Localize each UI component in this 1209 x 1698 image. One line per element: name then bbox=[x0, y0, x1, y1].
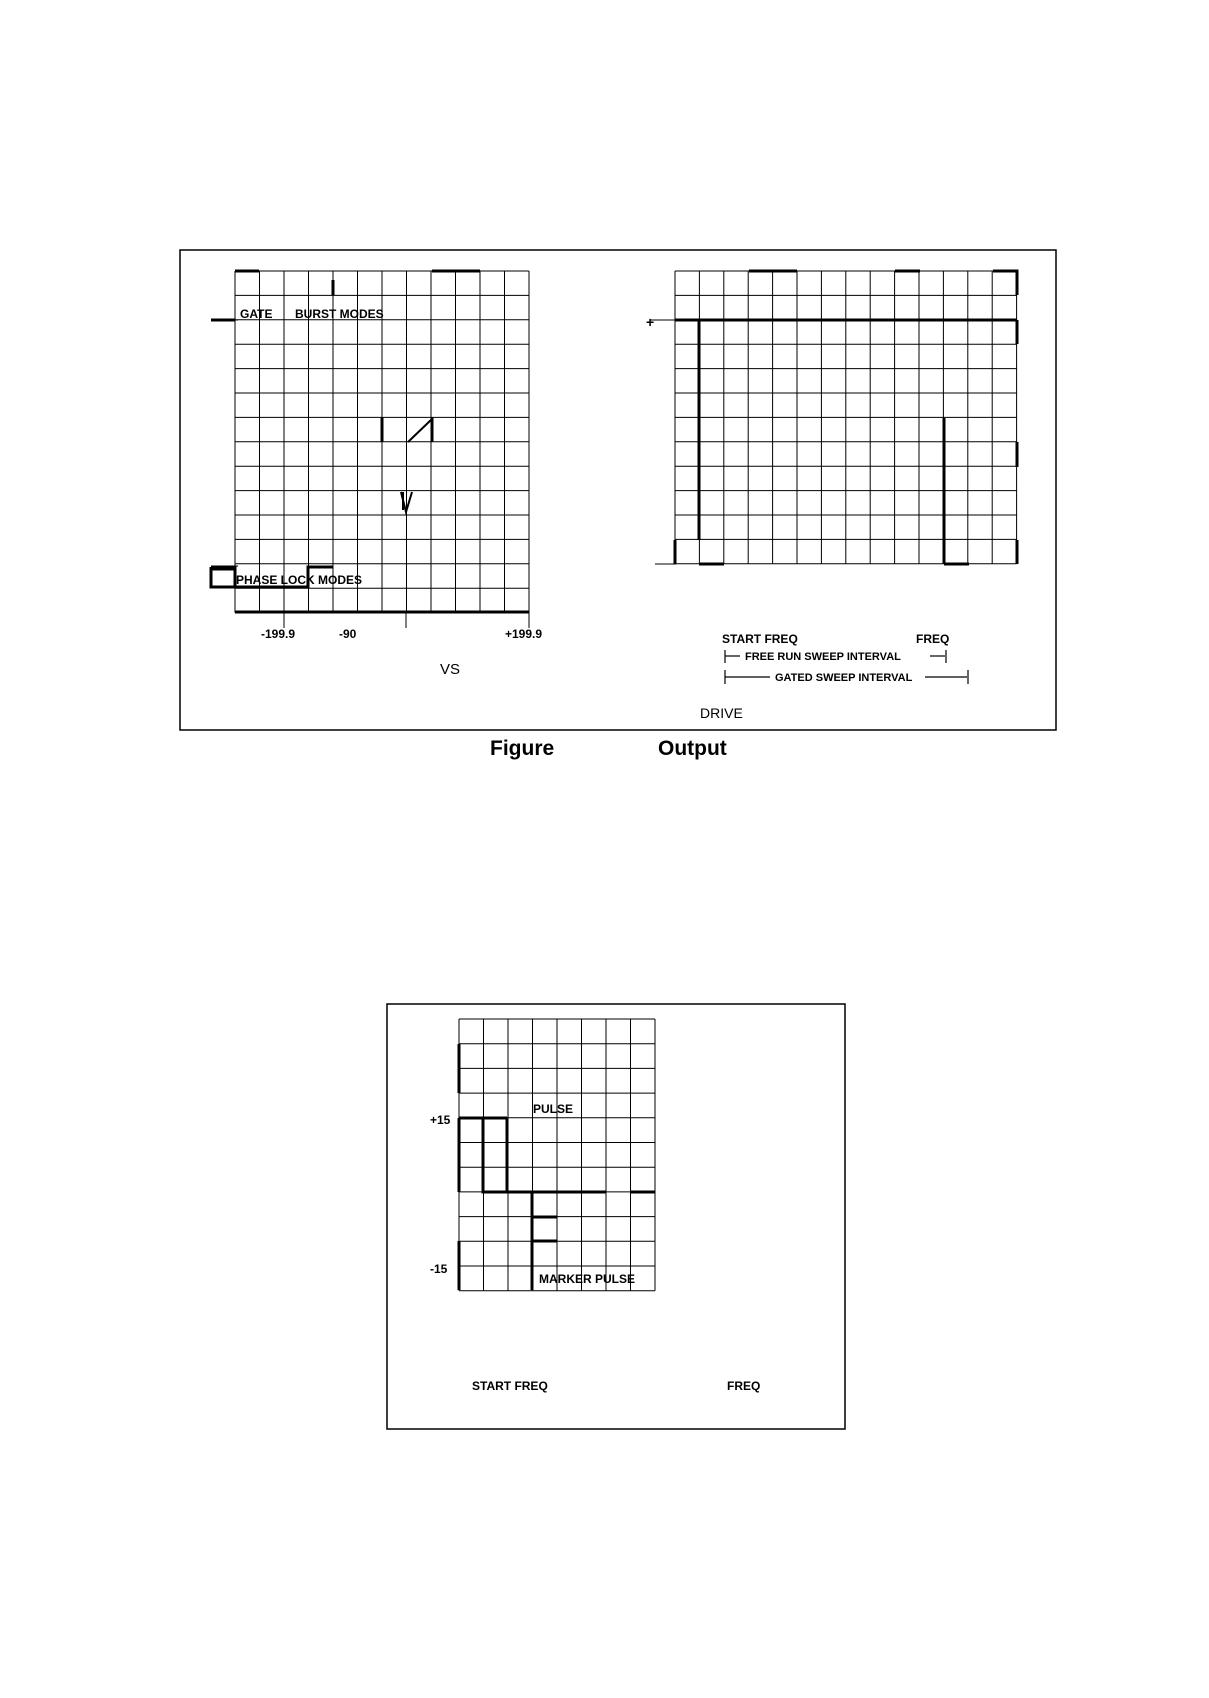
pulse-label: PULSE bbox=[533, 1102, 574, 1116]
figure-caption-word: Figure bbox=[490, 737, 555, 760]
plus15-label: +15 bbox=[430, 1113, 451, 1127]
figure2-grid bbox=[459, 1019, 655, 1291]
burst-modes-label: BURST MODES bbox=[295, 307, 384, 321]
output-caption-word: Output bbox=[658, 737, 727, 760]
figure2-grid-cells bbox=[459, 1019, 655, 1291]
start-freq-label: START FREQ bbox=[722, 632, 798, 646]
tick-label-minus90: -90 bbox=[339, 627, 357, 641]
vs-label: VS bbox=[440, 661, 461, 678]
drive-label: DRIVE bbox=[700, 705, 743, 721]
freq-label-2: FREQ bbox=[727, 1379, 761, 1393]
freq-label: FREQ bbox=[916, 632, 950, 646]
tick-label-plus199: +199.9 bbox=[505, 627, 543, 641]
start-freq-label-2: START FREQ bbox=[472, 1379, 548, 1393]
marker-label: MARKER bbox=[539, 1272, 592, 1286]
gated-interval-label: GATED SWEEP INTERVAL bbox=[775, 672, 913, 684]
right-grid-cells bbox=[675, 271, 1017, 564]
pulse2-label: PULSE bbox=[595, 1272, 636, 1286]
plus-marker: + bbox=[646, 314, 655, 330]
free-run-interval-label: FREE RUN SWEEP INTERVAL bbox=[745, 651, 901, 663]
minus15-label: -15 bbox=[430, 1262, 448, 1276]
figure1-right-grid bbox=[650, 271, 1017, 564]
ramp-line bbox=[408, 419, 432, 442]
figure1-frame bbox=[180, 250, 1056, 730]
tick-label-minus199: -199.9 bbox=[261, 627, 296, 641]
gate-label: GATE bbox=[240, 307, 273, 321]
phase-lock-modes-label: PHASE LOCK MODES bbox=[236, 573, 363, 587]
